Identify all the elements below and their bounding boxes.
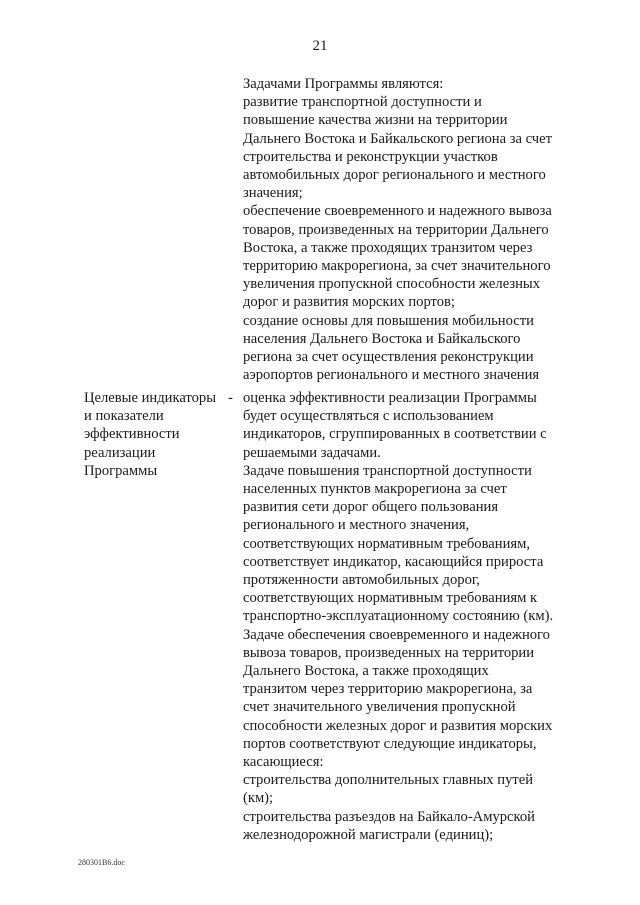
text-line: развитие транспортной доступности и [243, 94, 482, 111]
text-line: решаемыми задачами. [243, 444, 381, 461]
footer-filename: 280301В6.doc [78, 858, 125, 867]
text-line: оценка эффективности реализации Программы [243, 390, 537, 406]
text-line: Дальнего Востока и Байкальского региона за счет [243, 130, 553, 147]
indicators-label [84, 389, 216, 480]
label-line: Программы [84, 462, 158, 479]
text-line: Задачами Программы являются: [243, 76, 444, 92]
program-tasks-text [243, 75, 552, 384]
text-line: товаров, произведенных на территории Дальнего [243, 221, 549, 238]
text-line: индикаторов, сгруппированных в соответствии с [243, 426, 547, 443]
text-line: способности железных дорог и развития морских [243, 717, 553, 734]
text-line: развития сети дорог общего пользования [243, 499, 499, 516]
text-line: строительства дополнительных главных путей [243, 772, 534, 789]
text-line: населения Дальнего Востока и Байкальского [243, 330, 521, 347]
label-line: Целевые индикаторы [84, 390, 217, 406]
label-dash: - [228, 390, 233, 406]
text-line: значения; [243, 185, 303, 202]
text-line: Задаче повышения транспортной доступности [243, 462, 532, 479]
text-line: Задаче обеспечения своевременного и надежного [243, 626, 550, 643]
text-line: транзитом через территорию макрорегиона, за [243, 681, 533, 698]
text-line: населенных пунктов макрорегиона за счет [243, 481, 507, 498]
text-line: протяженности автомобильных дорог, [243, 572, 480, 589]
text-line: железнодорожной магистрали (единиц); [243, 826, 494, 843]
label-line: эффективности [84, 426, 180, 443]
text-line: портов соответствуют следующие индикаторы, [243, 735, 537, 752]
text-line: территорию макрорегиона, за счет значительного [243, 258, 551, 275]
text-line: соответствующих нормативным требованиям, [243, 535, 530, 552]
label-line: и показатели [84, 408, 164, 425]
text-line: Востока, а также проходящих транзитом через [243, 239, 533, 256]
indicators-description-text [243, 389, 553, 844]
text-line: касающиеся: [243, 754, 324, 771]
text-line: соответствует индикатор, касающийся прироста [243, 553, 544, 570]
text-line: дорог и развития морских портов; [243, 294, 455, 311]
label-line: реализации [84, 444, 156, 461]
page-number: 21 [312, 38, 328, 54]
text-line: счет значительного увеличения пропускной [243, 699, 516, 716]
text-line: будет осуществляться с использованием [243, 408, 494, 425]
text-line: автомобильных дорог регионального и местного [243, 167, 546, 184]
text-line: Дальнего Востока, а также проходящих [243, 663, 489, 680]
text-line: соответствующих нормативным требованиям к [243, 590, 538, 607]
text-line: строительства разъездов на Байкало-Амурской [243, 808, 535, 825]
text-line: региона за счет осуществления реконструкции [243, 349, 534, 366]
text-line: аэропортов регионального и местного значения [243, 367, 540, 384]
text-line: транспортно-эксплуатационному состоянию (км). [243, 608, 554, 625]
text-line: обеспечение своевременного и надежного вывоза [243, 203, 552, 220]
text-line: повышение качества жизни на территории [243, 112, 508, 129]
text-line: увеличения пропускной способности железных [243, 276, 541, 293]
text-line: вывоза товаров, произведенных на территории [243, 644, 535, 661]
text-line: регионального и местного значения, [243, 517, 470, 534]
text-line: создание основы для повышения мобильности [243, 312, 534, 329]
text-line: (км); [243, 790, 274, 807]
text-line: строительства и реконструкции участков [243, 148, 498, 165]
